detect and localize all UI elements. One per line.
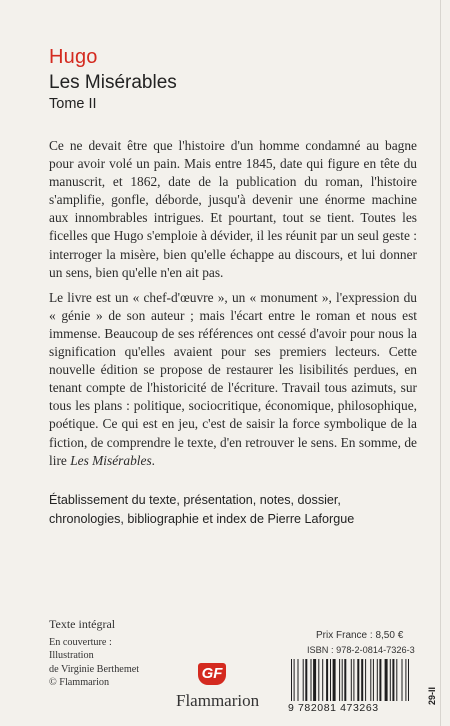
blurb-paragraph-1: Ce ne devait être que l'histoire d'un homme condamné au bagne pour avoir volé un pain. Mais entre 1845, date qui figure en tête du manuscrit, et 1862, date de la publication du roman, l'histoire s'amplifie, gonfle, déborde, jusqu'à devenir une énorme machine aux innombrables intrigues. Et pourtant, tout se tient. Toutes les ficelles que Hugo s'emploie à dévider, il les réunit par un seul geste : interroger la misère, bien qu'elle échappe au discours, et lui donner un sens, bien qu'elle n'en ait pas. <box>49 138 417 280</box>
volume-label: Tome II <box>49 96 97 112</box>
cover-credit <box>49 636 139 690</box>
barcode-bar <box>326 659 328 701</box>
author-name: Hugo <box>49 46 98 68</box>
barcode-bar <box>322 659 323 701</box>
blurb-paragraph-2-text: Le livre est un « chef-d'œuvre », un « monument », l'expression du « génie » de son auteur ; mais l'écart entre le roman et nous est immense. Beaucoup de ses références ont cessé d'avoir pour nous la signification qu'elles avaient pour ses premiers lecteurs. Cette nouvelle édition se propose de restaurer les lisibilités perdues, en tenant compte de l'historicité de l'écriture. Travail tous azimuts, sur tous les plans : politique, sociocritique, économique, philosophique, poétique. Ce qui est en jeu, c'est de saisir la force symbolique de la fiction, de comprendre le texte, d'en retrouver le sens. En somme, de lire <box>49 289 417 468</box>
spine-code: 29-II <box>427 686 437 705</box>
barcode-bar <box>396 659 397 701</box>
barcode-bar <box>342 659 343 701</box>
cover-credit-line: Illustration <box>49 650 94 662</box>
barcode-bar <box>392 659 394 701</box>
cover-credit-line: de Virginie Berthemet <box>49 663 140 675</box>
barcode-bar <box>408 659 409 701</box>
barcode <box>291 659 423 701</box>
blurb-italic-title: Les Misérables <box>70 452 152 468</box>
barcode-bar <box>298 659 299 701</box>
price-label: Prix France : 8,50 € <box>316 630 404 641</box>
cover-credit-line: En couverture : <box>49 637 112 648</box>
publisher-name: Flammarion <box>176 691 260 710</box>
barcode-bar <box>303 659 304 701</box>
barcode-bar <box>305 659 307 701</box>
barcode-bar <box>361 659 363 701</box>
barcode-bar <box>353 659 354 701</box>
barcode-bar <box>373 659 374 701</box>
barcode-bar <box>405 659 406 701</box>
isbn-label: ISBN : 978-2-0814-7326-3 <box>307 645 415 655</box>
integral-text-label: Texte intégral <box>49 617 116 631</box>
barcode-bar <box>351 659 352 701</box>
barcode-bar <box>377 659 378 701</box>
barcode-bar <box>344 659 346 701</box>
blurb-paragraph-2-end: . <box>151 452 156 468</box>
barcode-bar <box>294 659 295 701</box>
barcode-bar <box>313 659 316 701</box>
barcode-bar <box>330 659 331 701</box>
barcode-bar <box>339 659 340 701</box>
barcode-bar <box>365 659 366 701</box>
barcode-bar <box>379 659 381 701</box>
blurb-paragraph-2 <box>49 289 417 470</box>
blurb <box>49 137 417 477</box>
barcode-bar <box>333 659 336 701</box>
barcode-bar <box>390 659 391 701</box>
barcode-bar <box>385 659 388 701</box>
barcode-bar <box>370 659 371 701</box>
barcode-bar <box>311 659 312 701</box>
book-title: Les Misérables <box>49 72 177 93</box>
barcode-bar <box>357 659 359 701</box>
barcode-bar <box>402 659 403 701</box>
barcode-digits: 9 782081 473263 <box>288 702 379 714</box>
cover-credit-line: © Flammarion <box>49 677 110 689</box>
barcode-bar <box>291 659 292 701</box>
spine-edge <box>440 0 441 726</box>
edition-credits: Établissement du texte, présentation, notes, dossier, chronologies, bibliographie et index de Pierre Laforgue <box>49 493 355 526</box>
gf-logo: GF <box>198 663 226 685</box>
barcode-bar <box>318 659 319 701</box>
